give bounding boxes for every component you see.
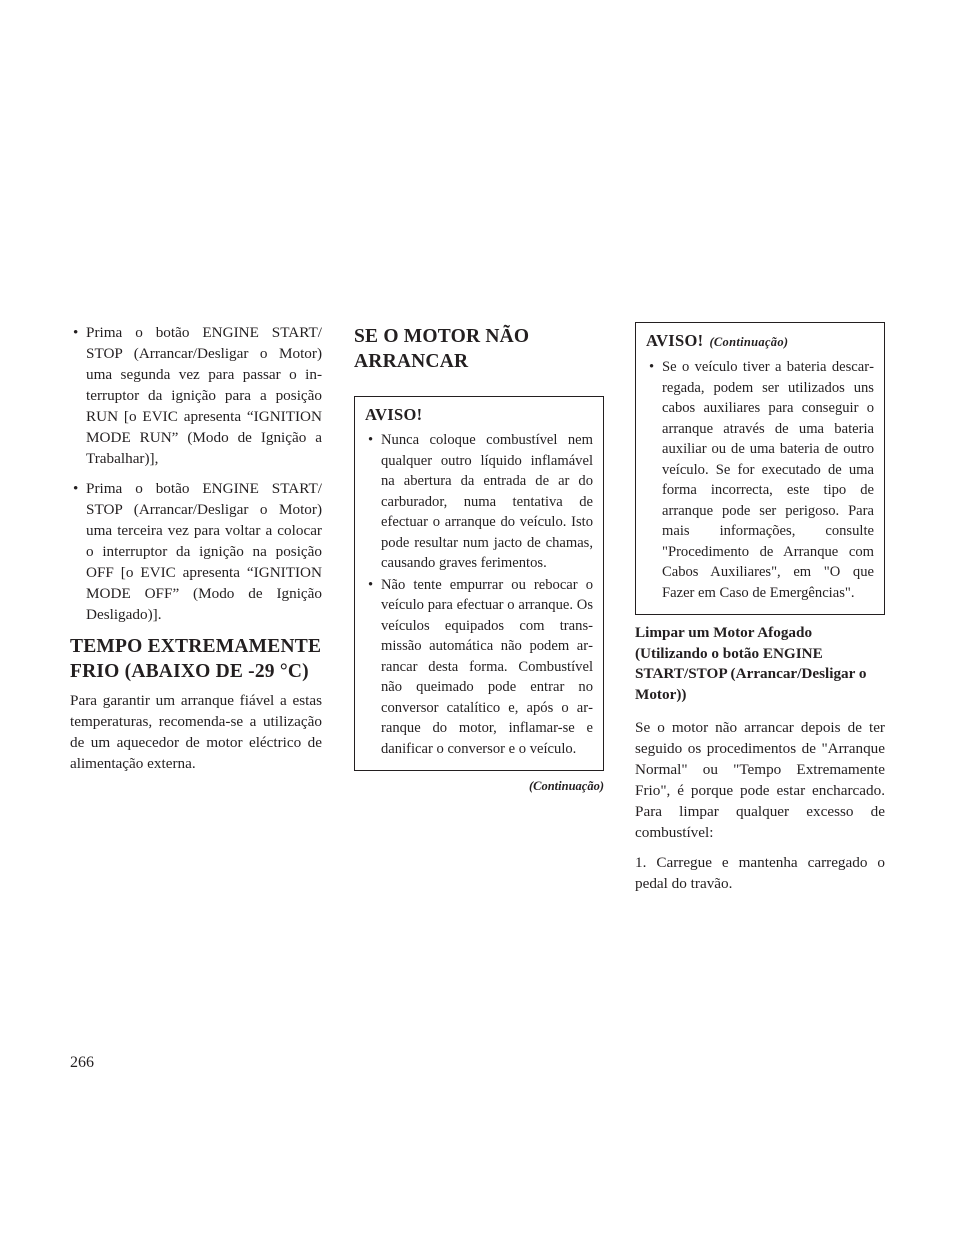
flooded-engine-paragraph: Se o motor não arrancar depois de ter seguido os procedimentos de "Arranque Normal" ou "Tempo Extremamente Frio", é porque pode estar encharcado. Para limpar qualquer excesso de combustível: [635, 719, 885, 841]
flooded-engine-heading: Limpar um Motor Afogado (Utilizando o botão ENGINE START/STOP (Arrancar/Desligar o Motor)) [635, 624, 867, 703]
right-column [635, 322, 885, 894]
warning-title: AVISO! [365, 405, 423, 424]
warning-list [646, 357, 874, 603]
bullet-item: • Prima o botão ENGINE START/ STOP (Arrancar/Desligar o Motor) uma segunda vez para passar o interruptor da ignição para a posição RUN [o EVIC apresenta “IGNITION MODE RUN” (Modo de Ignição a Trabalhar)], [70, 322, 322, 469]
warning-item: • Se o veículo tiver a bateria descarregada, podem ser utilizados uns cabos auxiliares para conseguir o arranque através de uma bateria auxiliar ou de uma bateria de outro veículo. Se for executado de uma forma incorrecta, este tipo de arranque pode ser perigoso. Para mais informações, consulte "Procedimento de Arranque com Cabos Auxiliares", em "O que Fazer em Caso de Emergências". [646, 357, 874, 603]
section-heading-engine-fails: SE O MOTOR NÃO ARRANCAR [354, 326, 530, 372]
warning-continued-label: (Continuação) [709, 335, 789, 349]
warning-title-text: AVISO! [646, 331, 704, 350]
middle-column [354, 322, 604, 794]
ignition-steps-list [70, 322, 322, 625]
bullet-item: • Prima o botão ENGINE START/ STOP (Arrancar/Desligar o Motor) uma terceira vez para voltar a colocar o interruptor da ignição na posição OFF [o EVIC apresenta “IGNITION MODE OFF” (Modo de Ignição Desligado)]. [70, 478, 322, 625]
warning-box [354, 396, 604, 771]
warning-title [646, 330, 874, 353]
flooded-engine-steps [635, 852, 885, 894]
page-number: 266 [70, 1054, 94, 1071]
warning-item: • Nunca coloque combustível nem qualquer outro líquido inflamável na abertura da entrada de ar do carburador, numa tentativa de efectuar o arranque do veículo. Isto pode resultar num jacto de chamas, causando graves ferimentos. [365, 430, 593, 574]
warning-item: • Não tente empurrar ou rebocar o veículo para efectuar o arranque. Os veículos equipados com transmissão automática não podem arrancar desta forma. Combustível não queimado pode entrar no conversor catalítico e, após o arranque do motor, inflamar-se e danificar o conversor e o veículo. [365, 575, 593, 760]
section-heading-extreme-cold: TEMPO EXTREMAMENTE FRIO (ABAIXO DE -29 °C) [70, 636, 322, 682]
warning-box-continued [635, 322, 885, 615]
left-column [70, 322, 322, 783]
step-item: 1. Carregue e mantenha carregado o pedal do travão. [635, 854, 885, 892]
extreme-cold-paragraph: Para garantir um arranque fiável a estas temperaturas, recomenda-se a utilização de um aquecedor de motor eléctrico de alimentação externa. [70, 692, 322, 772]
warning-list [365, 430, 593, 759]
continued-note: (Continuação) [528, 779, 604, 793]
